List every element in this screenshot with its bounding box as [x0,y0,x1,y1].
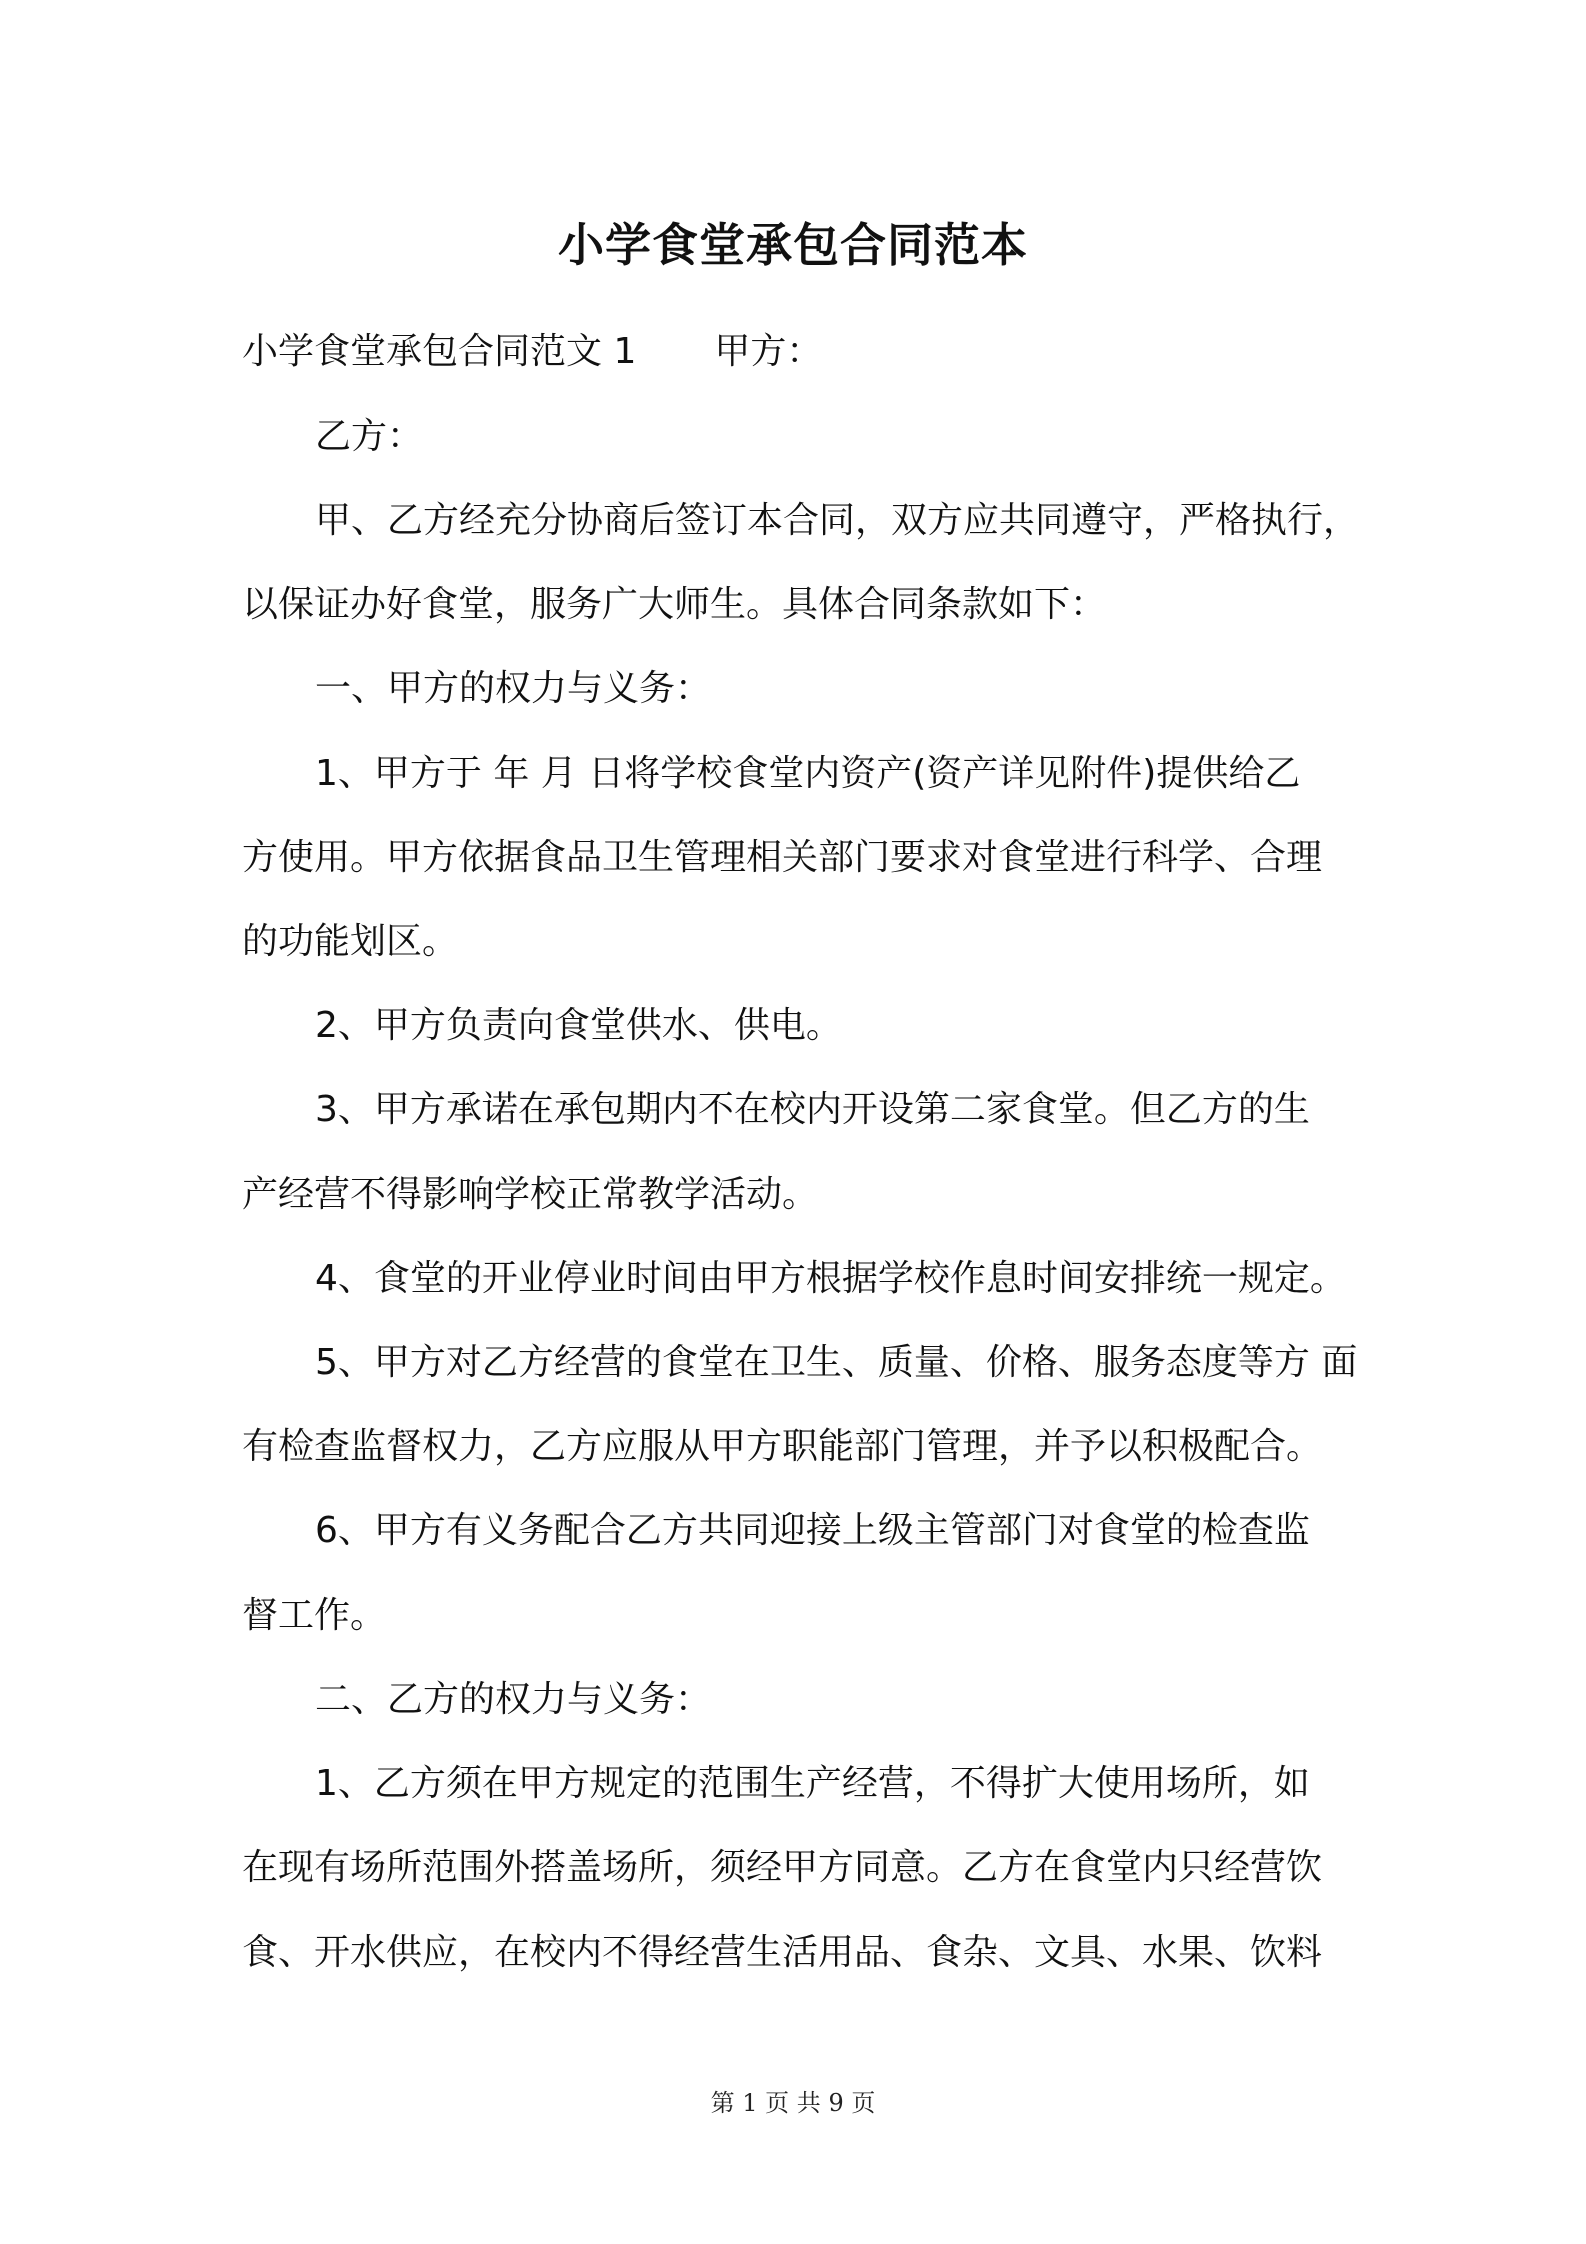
body-line-3: 甲、乙方经充分协商后签订本合同，双方应共同遵守，严格执行， [315,500,1360,541]
body-line-11: 产经营不得影响学校正常教学活动。 [242,1174,819,1215]
body-line-9: 2、甲方负责向食堂供水、供电。 [315,1005,842,1046]
section-heading-2: 二、乙方的权力与义务： [315,1679,712,1720]
body-line-12: 4、食堂的开业停业时间由甲方根据学校作息时间安排统一规定。 [315,1258,1346,1299]
body-line-20: 食、开水供应，在校内不得经营生活用品、食杂、文具、水果、饮料 [242,1932,1323,1973]
body-line-8: 的功能划区。 [242,921,459,962]
body-line-14: 有检查监督权力，乙方应服从甲方职能部门管理，并予以积极配合。 [242,1426,1323,1467]
body-line-19: 在现有场所范围外搭盖场所，须经甲方同意。乙方在食堂内只经营饮 [242,1847,1323,1888]
page-number: 第 1 页 共 9 页 [710,2089,876,2117]
body-line-10: 3、甲方承诺在承包期内不在校内开设第二家食堂。但乙方的生 [315,1089,1310,1130]
party-a-label: 甲方： [714,331,823,372]
body-line-18: 1、乙方须在甲方规定的范围生产经营，不得扩大使用场所，如 [315,1763,1310,1804]
body-line-13: 5、甲方对乙方经营的食堂在卫生、质量、价格、服务态度等方 面 [315,1342,1358,1383]
party-b-label: 乙方： [315,416,424,457]
body-line-7: 方使用。甲方依据食品卫生管理相关部门要求对食堂进行科学、合理 [242,837,1323,878]
contract-subtitle: 小学食堂承包合同范文 1 [242,331,637,372]
body-line-16: 督工作。 [242,1595,387,1636]
body-line-4: 以保证办好食堂，服务广大师生。具体合同条款如下： [242,584,1107,625]
body-line-15: 6、甲方有义务配合乙方共同迎接上级主管部门对食堂的检查监 [315,1510,1310,1551]
body-line-6: 1、甲方于 年 月 日将学校食堂内资产(资产详见附件)提供给乙 [315,753,1301,794]
section-heading-1: 一、甲方的权力与义务： [315,668,712,709]
document-title: 小学食堂承包合同范本 [558,218,1028,272]
body-line-1 [242,327,822,377]
